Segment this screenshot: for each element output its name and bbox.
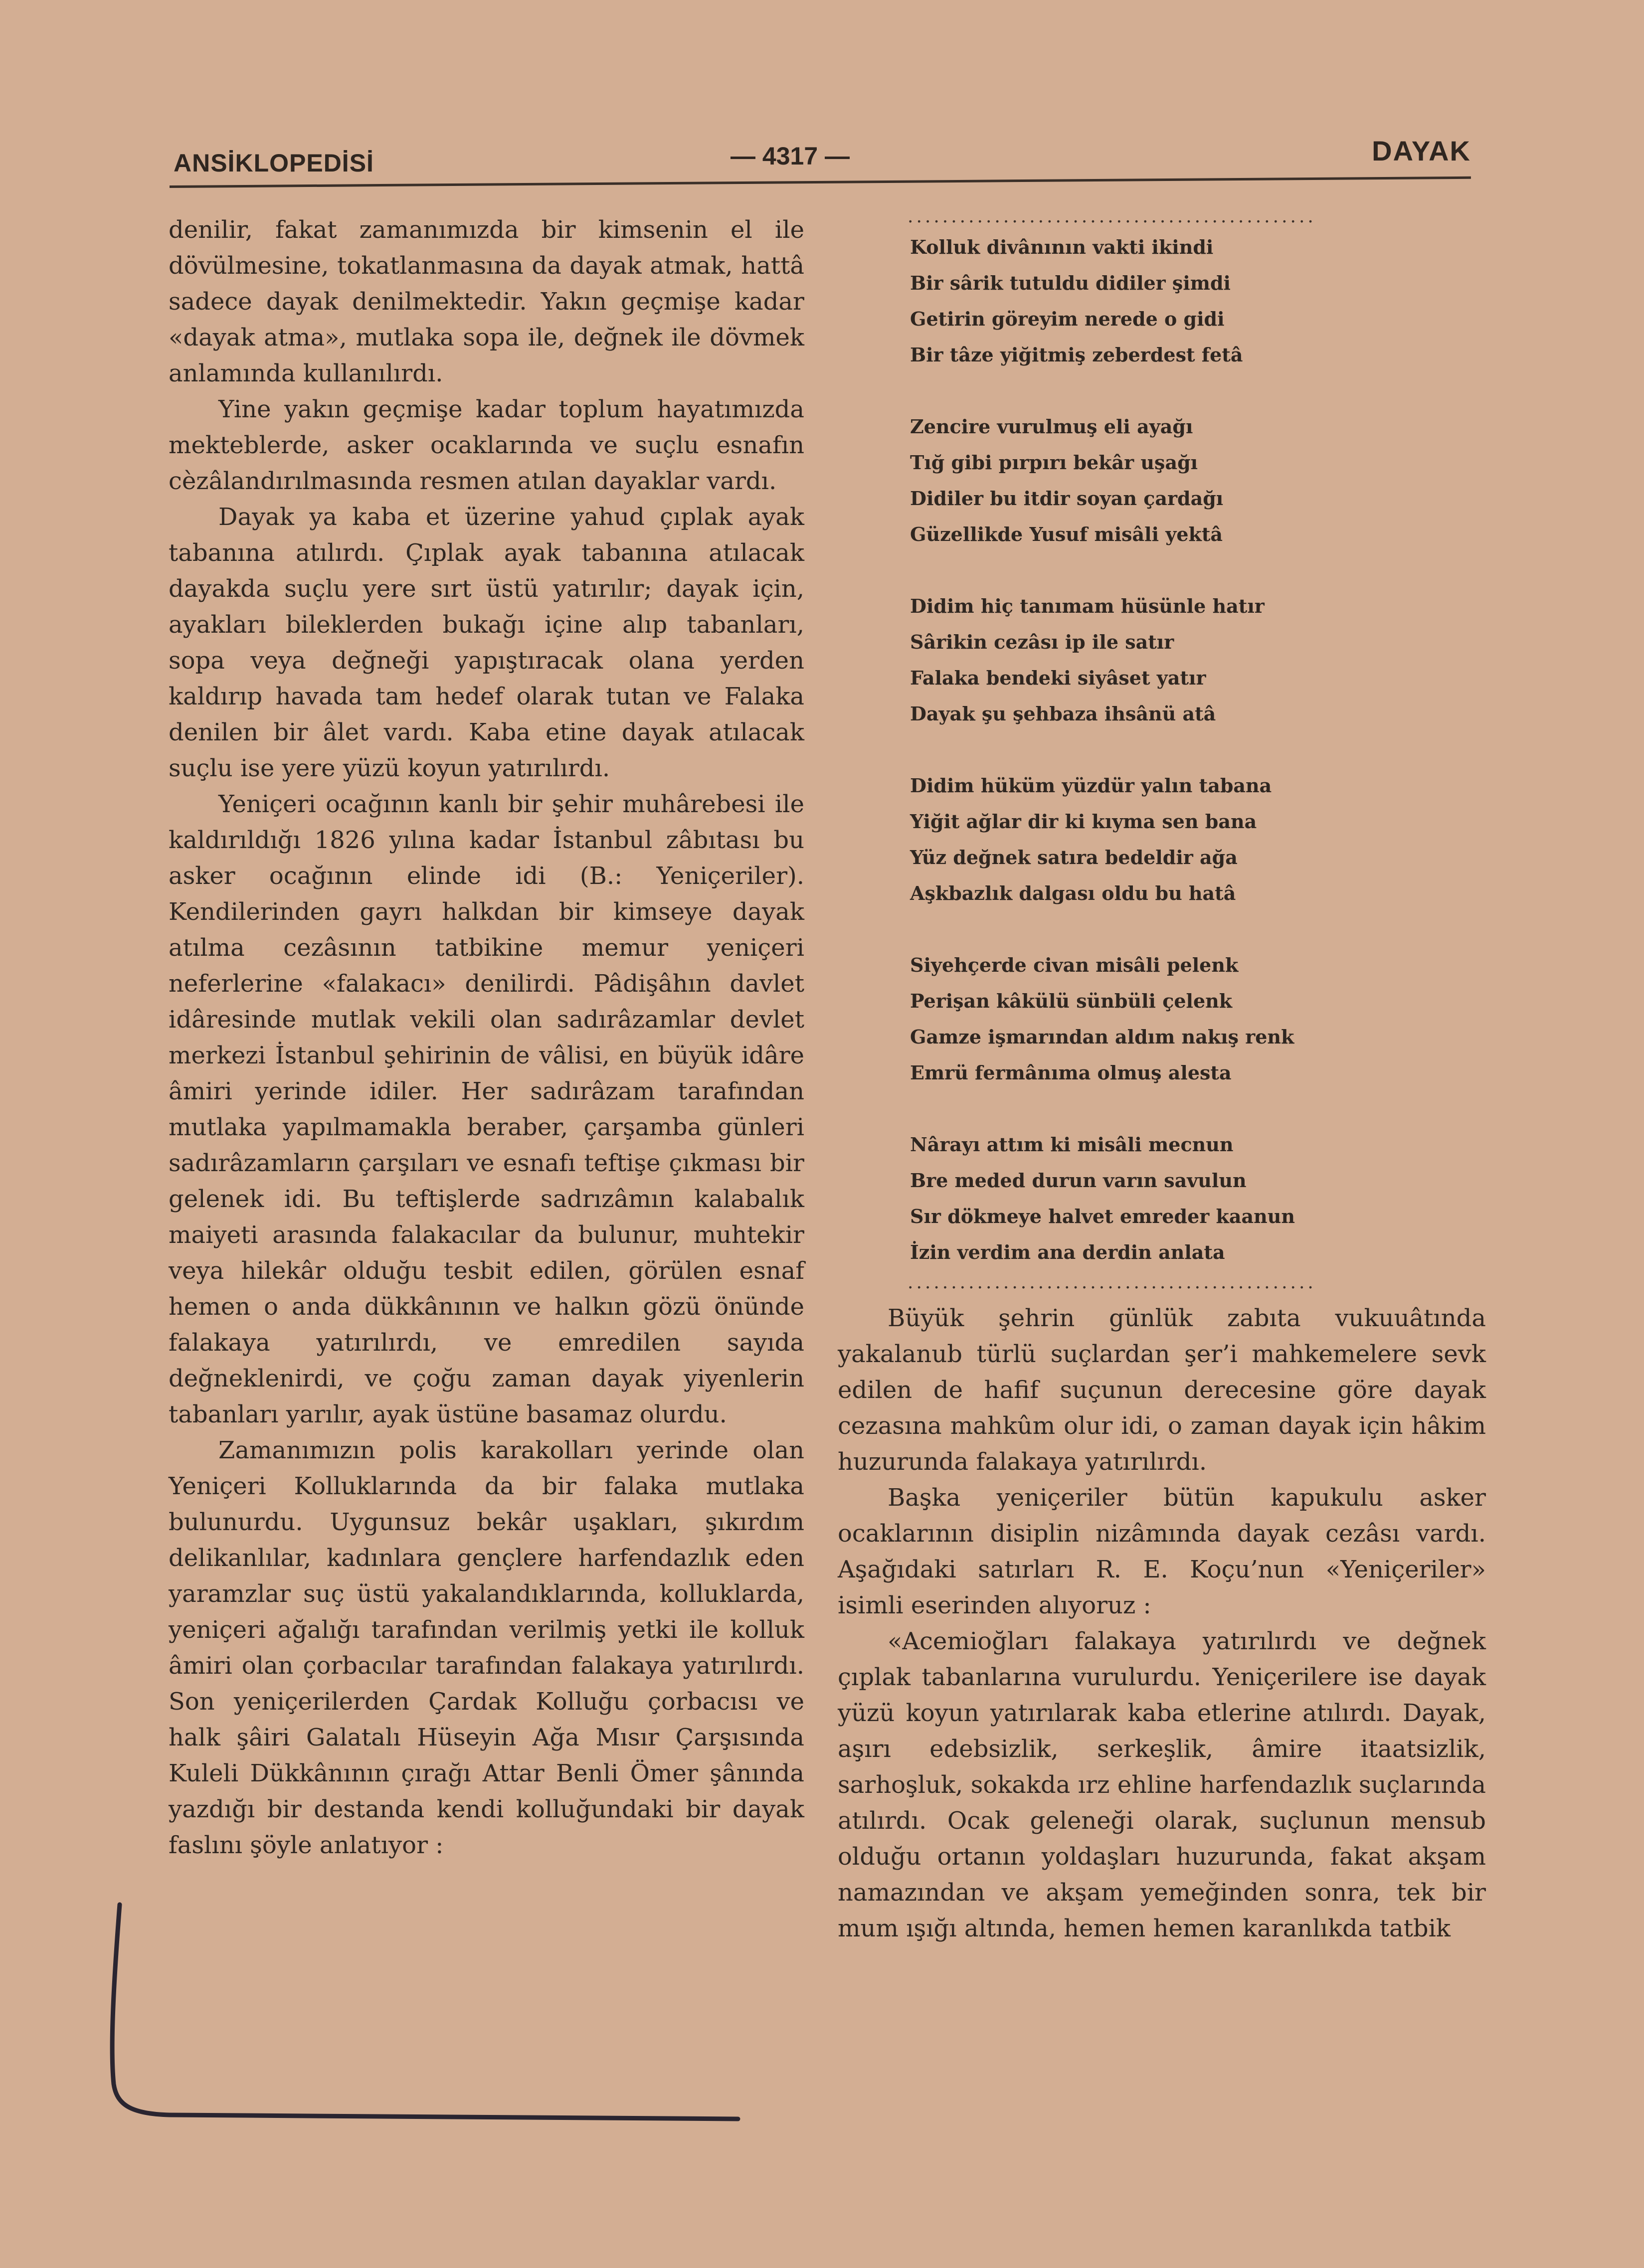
- page-header: [170, 135, 1471, 184]
- poem-line: Tığ gibi pırpırı bekâr uşağı: [910, 451, 1198, 474]
- poem-line: İzin verdim ana derdin anlata: [910, 1241, 1225, 1263]
- header-entry-title: DAYAK: [1372, 135, 1471, 167]
- paragraph: Yine yakın geçmişe kadar toplum hayatımızda mekteblerde, asker ocaklarında ve suçlu esnafın cèzâlandırılmasında resmen atılan dayaklar vardı.: [169, 395, 804, 495]
- poem-line: Kolluk divânının vakti ikindi: [910, 236, 1214, 258]
- poem-stanza: [910, 409, 1486, 552]
- paragraph: Yeniçeri ocağının kanlı bir şehir muhârebesi ile kaldırıldığı 1826 yılına kadar İstanbul zâbıtası bu asker ocağının elinde idi (B.: Yeniçeriler). Kendilerinden gayrı halkdan bir kimseye dayak atılma cezâsının tatbikine memur yeniçeri neferlerine «falakacı» denilirdi. Pâdişâhın davlet idâresinde mutlak vekili olan sadırâzamlar devlet merkezi İstanbul şehirinin de vâlisi, en büyük idâre âmiri yerinde idiler. Her sadırâzam tarafından mutlaka yapılmamakla beraber, çarşamba günleri sadırâzamların çarşıları ve esnafı teftişe çıkması bir gelenek idi. Bu teftişlerde sadrızâmın kalabalık maiyeti arasında falakacılar da bulunur, muhtekir veya hilekâr olduğu tesbit edilen, görülen esnaf hemen o anda dükkânının ve halkın gözü önünde falakaya yatırılırdı, ve emredilen sayıda değneklenirdi, ve çoğu zaman dayak yiyenlerin tabanları yarılır, ayak üstüne basamaz olurdu.: [169, 790, 804, 1428]
- paragraph: Büyük şehrin günlük zabıta vukuuâtında yakalanub türlü suçlardan şer’i mahkemelere sevk edilen de hafif suçunun derecesine göre dayak cezasına mahkûm olur idi, o zaman dayak için hâkim huzurunda falakaya yatırılırdı.: [838, 1304, 1486, 1476]
- poem-stanza: [910, 947, 1486, 1091]
- poem-line: Gamze işmarından aldım nakış renk: [910, 1026, 1294, 1048]
- poem-line: Didim hiç tanımam hüsünle hatır: [910, 595, 1265, 617]
- poem-line: Perişan kâkülü sünbüli çelenk: [910, 990, 1233, 1012]
- poem-line: Sârikin cezâsı ip ile satır: [910, 631, 1174, 653]
- poem-stanza: [910, 229, 1486, 373]
- paragraph: Başka yeniçeriler bütün kapukulu asker ocaklarının disiplin nizâmında dayak cezâsı vardı. Aşağıdaki satırları R. E. Koçu’nun «Yeniçeriler» isimli eserinden alıyoruz :: [838, 1484, 1486, 1619]
- poem-ellipsis-bottom: ...............................................: [908, 1272, 1316, 1293]
- poem-line: Didim hüküm yüzdür yalın tabana: [910, 774, 1272, 797]
- poem-line: Bir sârik tutuldu didiler şimdi: [910, 272, 1231, 294]
- paragraph: Zamanımızın polis karakolları yerinde olan Yeniçeri Kolluklarında da bir falaka mutlaka bulunurdu. Uygunsuz bekâr uşakları, şıkırdım delikanlılar, kadınlara gençlere harfendazlık eden yaramzlar suç üstü yakalandıklarında, kolluklarda, yeniçeri ağalığı tarafından verilmiş yetki ile kolluk âmiri olan çorbacılar tarafından falakaya yatırılırdı. Son yeniçerilerden Çardak Kolluğu çorbacısı ve halk şâiri Galatalı Hüseyin Ağa Mısır Çarşısında Kuleli Dükkânının çırağı Attar Benli Ömer şânında yazdığı bir destanda kendi kolluğundaki bir dayak faslını şöyle anlatıyor :: [169, 1436, 804, 1859]
- poem-line: Bir tâze yiğitmiş zeberdest fetâ: [910, 344, 1243, 366]
- poem-line: Emrü fermânıma olmuş alesta: [910, 1061, 1232, 1084]
- header-encyclopedia-title: ANSİKLOPEDİSİ: [174, 149, 374, 177]
- poem-line: Aşkbazlık dalgası oldu bu hatâ: [910, 882, 1236, 904]
- left-column: [169, 212, 804, 1863]
- poem-stanza: [910, 1127, 1486, 1270]
- paragraph: denilir, fakat zamanımızda bir kimsenin el ile dövülmesine, tokatlanmasına da dayak atmak, hattâ sadece dayak denilmektedir. Yakın geçmişe kadar «dayak atma», mutlaka sopa ile, değnek ile dövmek anlamında kullanılırdı.: [169, 216, 804, 387]
- right-column: [838, 204, 1486, 1946]
- poem-line: Nârayı attım ki misâli mecnun: [910, 1133, 1234, 1156]
- poem-line: Güzellikde Yusuf misâli yektâ: [910, 523, 1223, 545]
- poem-line: Sır dökmeye halvet emreder kaanun: [910, 1205, 1295, 1227]
- paragraph: «Acemioğları falakaya yatırılırdı ve değnek çıplak tabanlarına vurulurdu. Yeniçerilere ise dayak yüzü koyun yatırılarak kaba etlerine atılırdı. Dayak, aşırı edebsizlik, serkeşlik, âmire itaatsizlik, sarhoşluk, sokakda ırz ehline harfendazlık suçlarında atılırdı. Ocak geleneği olarak, suçlunun mensub olduğu ortanın yoldaşları huzurunda, fakat akşam namazından ve akşam yemeğinden sonra, tek bir mum ışığı altında, hemen hemen karanlıkda tatbik: [838, 1627, 1486, 1942]
- handwritten-bracket-mark: [100, 1895, 748, 2154]
- poem-line: Zencire vurulmuş eli ayağı: [910, 415, 1193, 438]
- poem-stanza: [910, 588, 1486, 732]
- poem-ellipsis-top: ...............................................: [908, 206, 1316, 227]
- poem-line: Bre meded durun varın savulun: [910, 1169, 1247, 1192]
- paragraph: Dayak ya kaba et üzerine yahud çıplak ayak tabanına atılırdı. Çıplak ayak tabanına atılacak dayakda suçlu yere sırt üstü yatırılır; dayak için, ayakları bileklerden bukağı içine alıp tabanları, sopa veya değneği yapıştıracak olana yerden kaldırıp havada tam hedef olarak tutan ve Falaka denilen bir âlet vardı. Kaba etine dayak atılacak suçlu ise yere yüzü koyun yatırılırdı.: [169, 503, 804, 782]
- poem-line: Falaka bendeki siyâset yatır: [910, 667, 1206, 689]
- poem-line: Siyehçerde civan misâli pelenk: [910, 954, 1239, 976]
- poem-line: Getirin göreyim nerede o gidi: [910, 308, 1225, 330]
- poem-line: Yiğit ağlar dir ki kıyma sen bana: [910, 810, 1257, 833]
- poem-stanza: [910, 768, 1486, 911]
- page-number: — 4317 —: [731, 142, 850, 170]
- poem-line: Yüz değnek satıra bedeldir ağa: [910, 846, 1238, 869]
- right-prose: [838, 1300, 1486, 1946]
- poem-line: Dayak şu şehbaza ihsânü atâ: [910, 702, 1216, 725]
- poem: [838, 229, 1486, 1270]
- poem-line: Didiler bu itdir soyan çardağı: [910, 487, 1224, 510]
